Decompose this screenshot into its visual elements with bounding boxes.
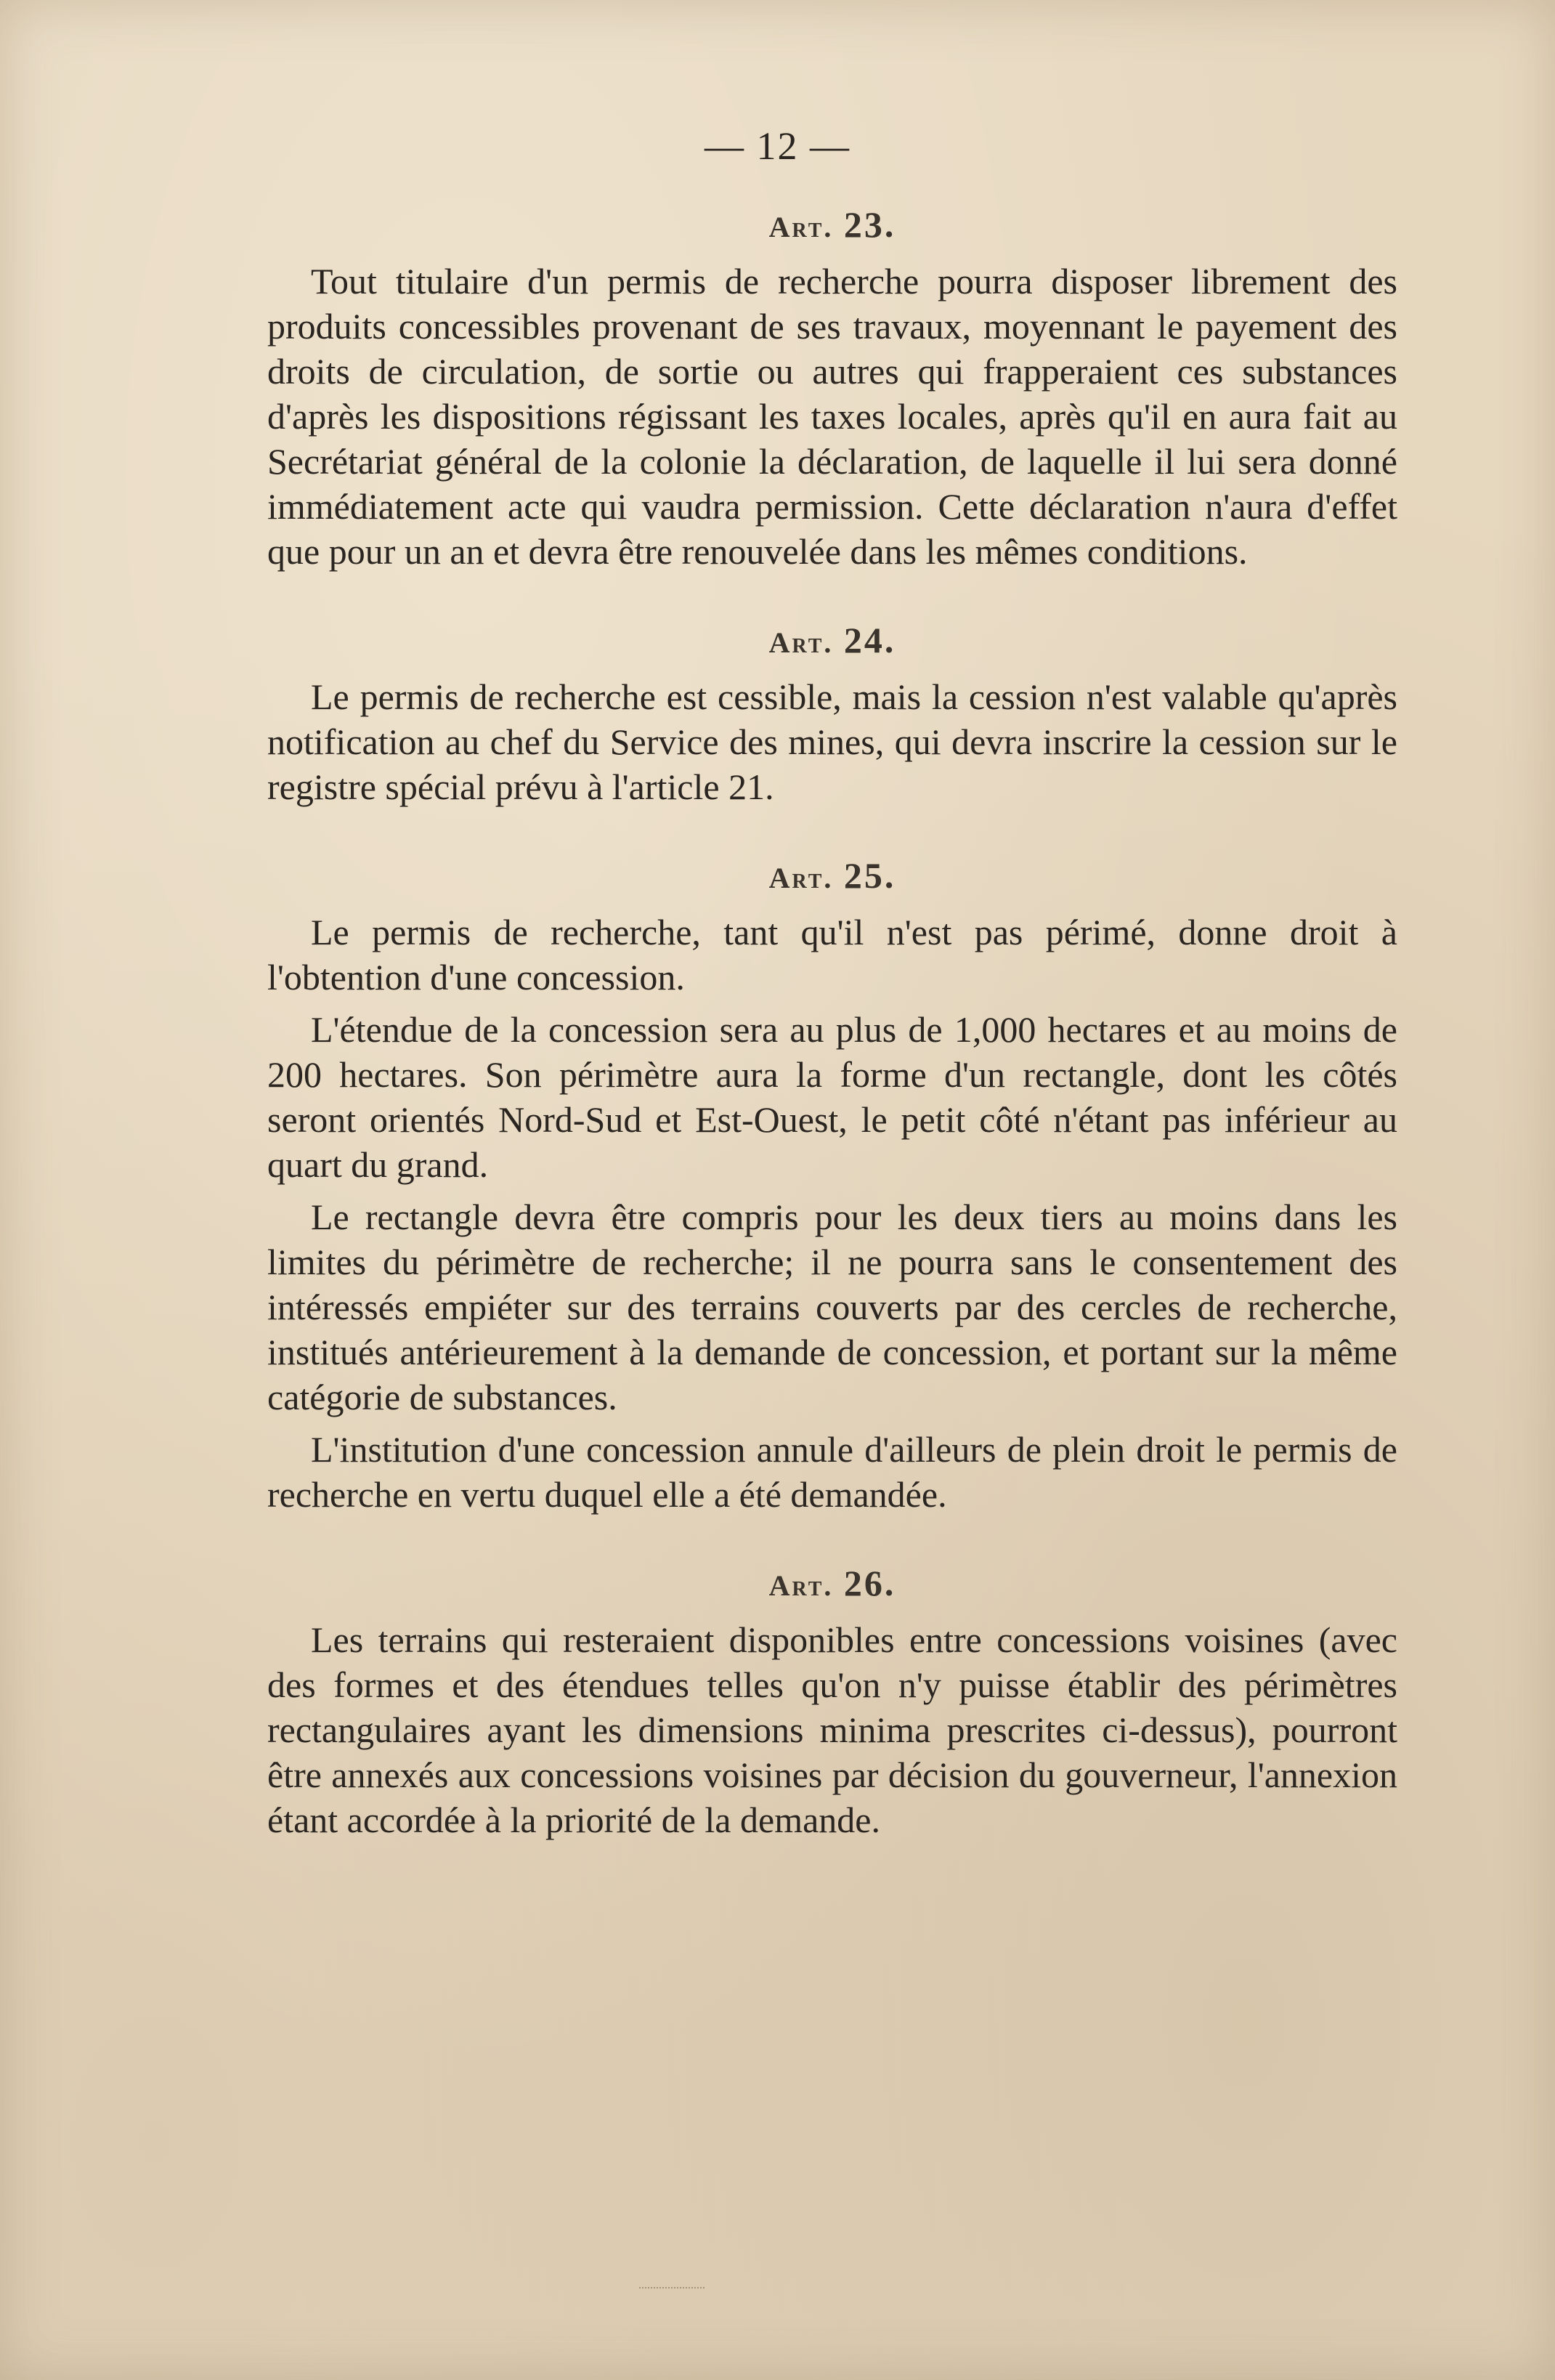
article-26 bbox=[267, 1549, 1397, 1842]
article-label: Art. bbox=[768, 626, 834, 659]
article-paragraph: L'institution d'une concession annule d'ailleurs de plein droit le permis de recherche en vertu duquel elle a été demandée. bbox=[267, 1429, 1397, 1515]
article-25 bbox=[267, 841, 1397, 1517]
article-paragraph: Tout titulaire d'un permis de recherche pourra disposer librement des produits concessibles provenant de ses travaux, moyennant le payement des droits de circulation, de sortie ou autres qui frapperaient ces substances d'après les dispositions régissant les taxes locales, après qu'il en aura fait au Secrétariat général de la colonie la déclaration, de laquelle il lui sera donné immédiatement acte qui vaudra permission. Cette déclaration n'aura d'effet que pour un an et devra être renouvelée dans les mêmes conditions. bbox=[267, 261, 1397, 572]
article-label: Art. bbox=[768, 862, 834, 894]
article-23 bbox=[267, 190, 1397, 574]
section-gap bbox=[267, 817, 1397, 841]
article-paragraph: Les terrains qui resteraient disponibles entre concessions voisines (avec des formes et des étendues telles qu'on n'y puisse établir des périmètres rectangulaires ayant les dimensions minima prescrites ci-dessus), pourront être annexés aux concessions voisines par décision du gouverneur, l'annexion étant accordée à la priorité de la demande. bbox=[267, 1619, 1397, 1840]
article-paragraph: Le rectangle devra être compris pour les deux tiers au moins dans les limites du périmètre de recherche; il ne pourra sans le consentement des intéressés empiéter sur des terrains couverts par des cercles de recherche, institués antérieurement à la demande de concession, et portant sur la même catégorie de substances. bbox=[267, 1197, 1397, 1417]
article-number: 24. bbox=[843, 620, 896, 660]
article-number: 25. bbox=[843, 855, 896, 896]
text-body bbox=[267, 190, 1397, 1850]
article-number: 26. bbox=[843, 1563, 896, 1603]
page-number: — 12 — bbox=[705, 124, 850, 168]
article-label: Art. bbox=[768, 211, 834, 243]
article-label: Art. bbox=[768, 1569, 834, 1602]
section-gap bbox=[267, 1524, 1397, 1549]
article-heading bbox=[267, 606, 1397, 674]
article-heading bbox=[267, 1549, 1397, 1617]
section-gap bbox=[267, 581, 1397, 606]
article-number: 23. bbox=[843, 204, 896, 245]
article-paragraph: Le permis de recherche est cessible, mais la cession n'est valable qu'après notification au chef du Service des mines, qui devra inscrire la cession sur le registre spécial prévu à l'article 21. bbox=[267, 676, 1397, 807]
article-heading bbox=[267, 190, 1397, 259]
article-heading bbox=[267, 841, 1397, 910]
footer-ornament bbox=[639, 2287, 705, 2291]
article-paragraph: L'étendue de la concession sera au plus de 1,000 hectares et au moins de 200 hectares. Son périmètre aura la forme d'un rectangle, dont les côtés seront orientés Nord-Sud et Est-Ouest, le petit côté n'étant pas inférieur au quart du grand. bbox=[267, 1009, 1397, 1185]
article-24 bbox=[267, 606, 1397, 809]
article-paragraph: Le permis de recherche, tant qu'il n'est pas périmé, donne droit à l'obtention d'une concession. bbox=[267, 912, 1397, 997]
